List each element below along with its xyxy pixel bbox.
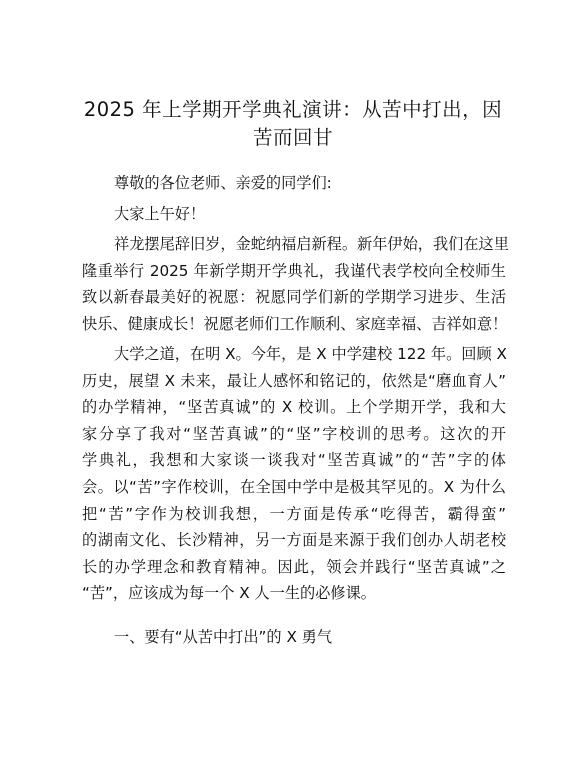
- paragraph-school-motto: [82, 341, 506, 607]
- paragraph-line: 祥龙摆尾辞旧岁，金蛇纳福启新程。新年伊始，我们在这里: [114, 235, 509, 253]
- paragraph-line: 历史，展望 X 未来，最让人感怀和铭记的，依然是“磨血育人”: [82, 371, 506, 390]
- greeting: 大家上午好！: [114, 205, 206, 223]
- paragraph-line: 长的办学理念和教育精神。因此，领会并践行“坚苦真诚”之: [82, 557, 506, 576]
- title-line: 2025 年上学期开学典礼演讲：从苦中打出，因: [83, 98, 503, 121]
- title-line: 苦而回甘: [252, 126, 333, 149]
- paragraph-line: 快乐、健康成长！祝愿老师们工作顺利、家庭幸福、吉祥如意！: [82, 314, 508, 333]
- section-heading: 一、要有“从苦中打出”的 X 勇气: [114, 628, 333, 646]
- paragraph-line: 的办学精神，“坚苦真诚”的 X 校训。上个学期开学，我和大: [82, 398, 506, 417]
- paragraph-line: 大学之道，在明 X。今年，是 X 中学建校 122 年。回顾 X: [114, 345, 507, 363]
- paragraph-line: 隆重举行 2025 年新学期开学典礼，我谨代表学校向全校师生: [82, 261, 506, 280]
- paragraph-line: 会。以“苦”字作校训，在全国中学中是极其罕见的。X 为什么: [82, 477, 506, 496]
- document-title: [60, 96, 526, 152]
- paragraph-line: 家分享了我对“坚苦真诚”的“坚”字校训的思考。这次的开: [82, 424, 506, 443]
- paragraph-line: 致以新春最美好的祝愿：祝愿同学们新的学期学习进步、生活: [82, 288, 506, 307]
- paragraph-line: 把“苦”字作为校训我想，一方面是传承“吃得苦，霸得蛮”: [82, 504, 506, 523]
- paragraph-line: 学典礼，我想和大家谈一谈我对“坚苦真诚”的“苦”字的体: [82, 451, 506, 470]
- paragraph-line: 的湖南文化、长沙精神，另一方面是来源于我们创办人胡老校: [82, 531, 506, 550]
- salutation: 尊敬的各位老师、亲爱的同学们:: [114, 174, 332, 192]
- paragraph-new-year-wishes: [82, 231, 509, 337]
- paragraph-line: “苦”，应该成为每一个 X 人一生的必修课。: [82, 584, 376, 603]
